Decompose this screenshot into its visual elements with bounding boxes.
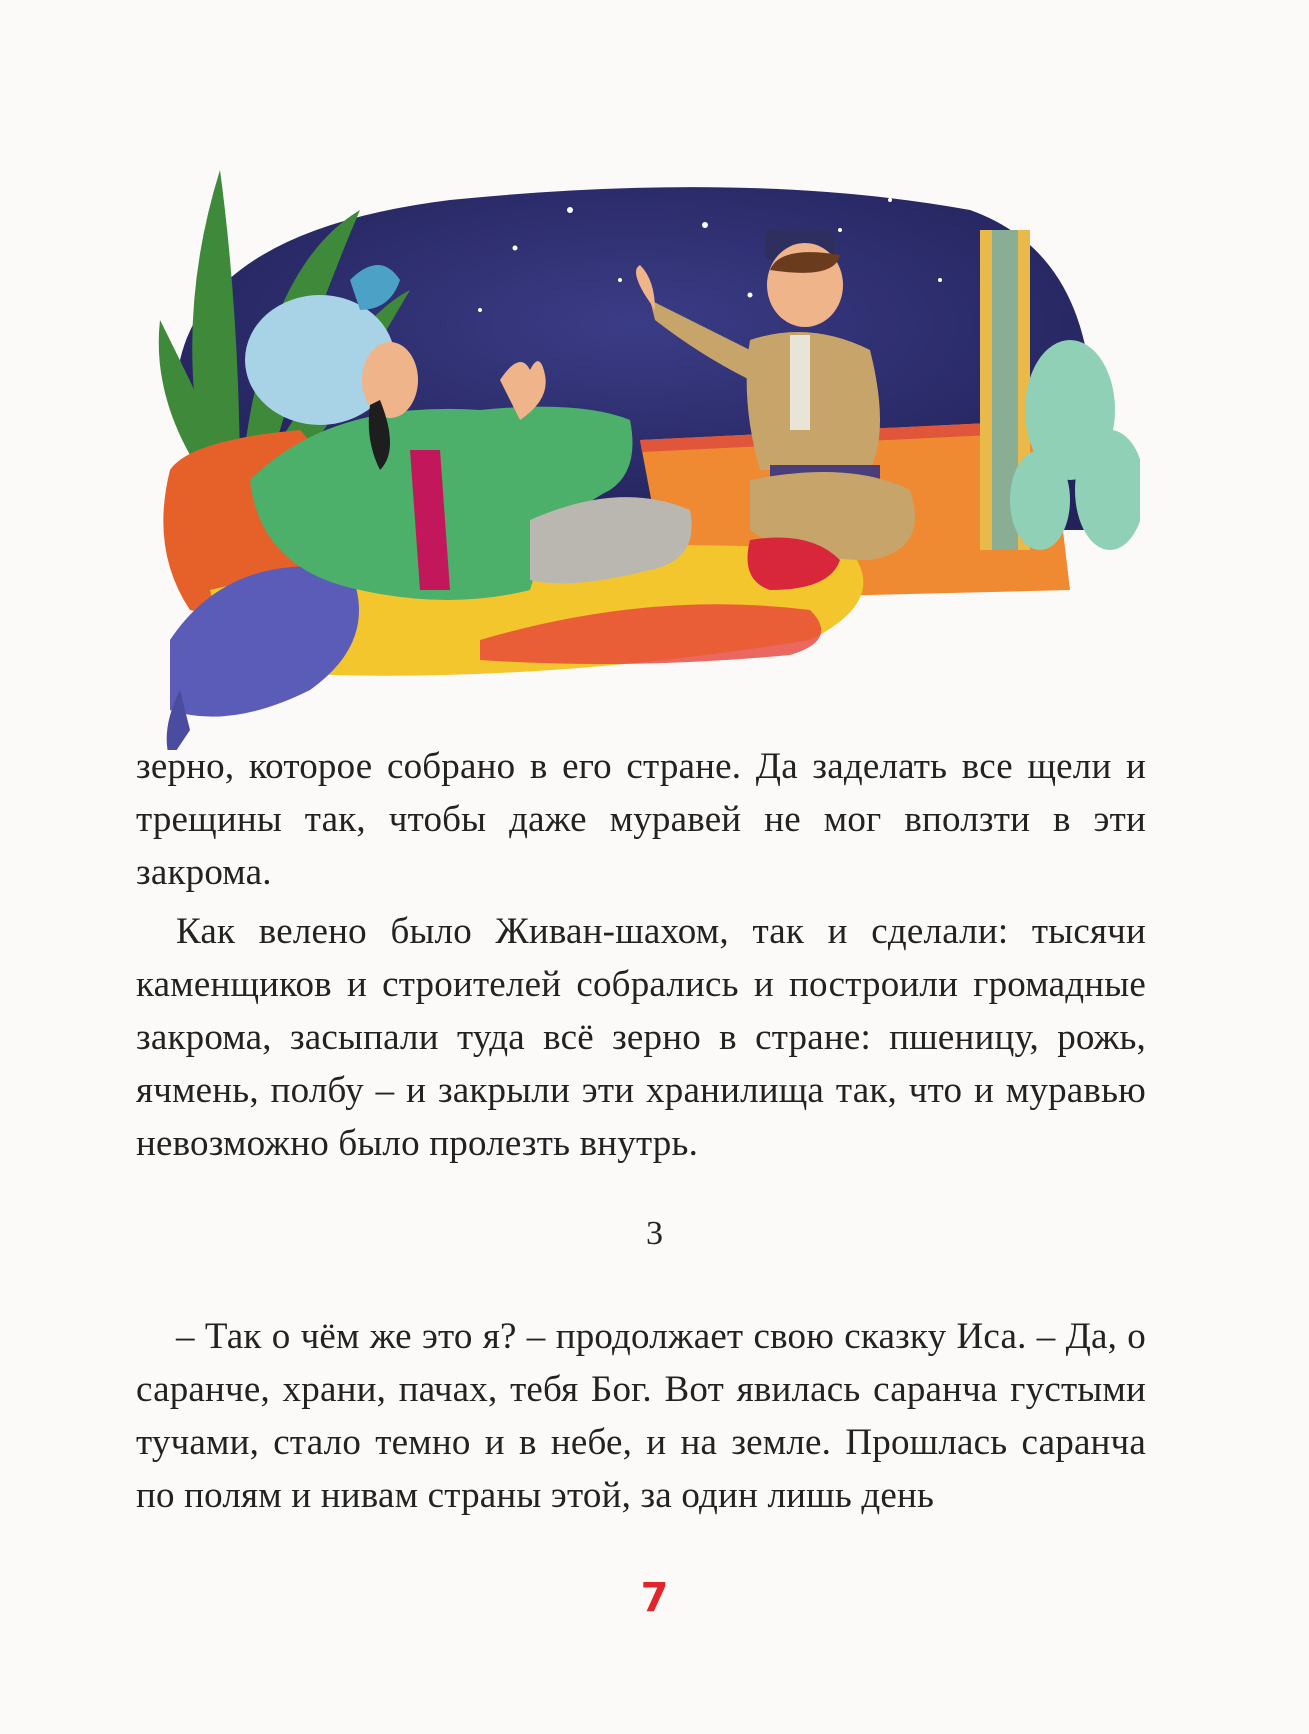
paragraph-1 [136, 740, 1146, 899]
paragraph-text: – Так о чём же это я? – продолжает свою сказку Иса. – Да, о саранче, храни, пачах, тебя Бог. Вот явилась саранча густыми тучами, стало темно и в небе, и на земле. Прошлась саранча по полям и нивам страны этой, за один лишь день [136, 1316, 1146, 1516]
page-number: 7 [640, 1575, 669, 1621]
paragraph-text: Как велено было Живан-шахом, так и сделали: тысячи каменщиков и строителей собрались и построили громадные закрома, засыпали туда всё зерно в стране: пшеницу, рожь, ячмень, полбу – и закрыли эти хранилища так, что и муравью невозможно было пролезть внутрь. [136, 911, 1146, 1164]
paragraph-2 [136, 905, 1146, 1170]
paragraph-3 [136, 1310, 1146, 1522]
chapter-number: 3 [646, 1215, 663, 1252]
paragraph-text: зерно, которое собрано в его стране. Да заделать все щели и трещины так, чтобы даже муравей не мог вползти в эти закрома. [136, 746, 1146, 893]
story-illustration [150, 170, 1140, 750]
